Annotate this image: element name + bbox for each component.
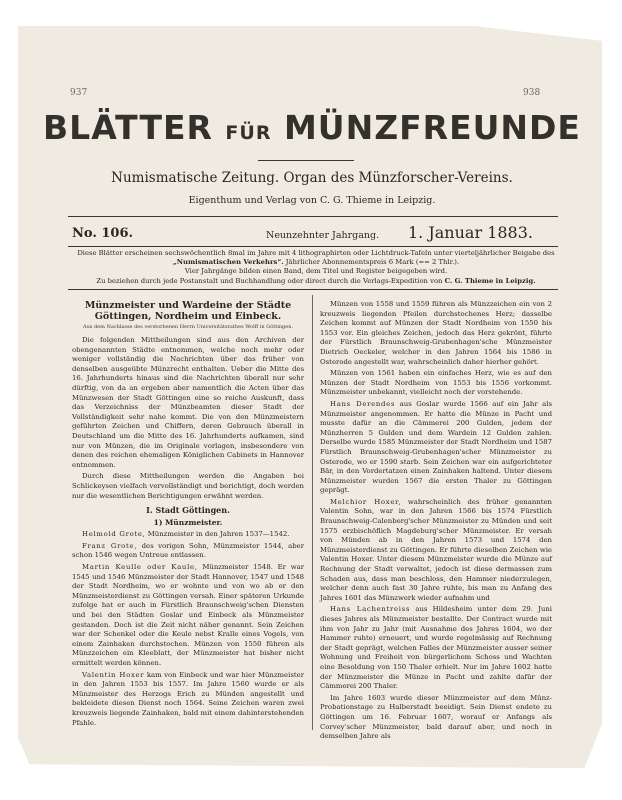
column-divider: [312, 295, 313, 730]
entry-name: Melchior Hoxer,: [330, 497, 402, 506]
subtitle: Numismatische Zeitung. Organ des Münzforscher-Vereins.: [111, 170, 513, 186]
article-title: Münzmeister und Wardeine der Städte Göttingen, Nordheim und Einbeck.: [84, 300, 292, 322]
notice-text: Jährlicher Abonnementspreis 6 Mark (== 2 Thlr.).: [283, 258, 460, 267]
masthead-part-2: FÜR: [225, 122, 272, 144]
page-number-left: 937: [70, 88, 88, 98]
masthead-title: [40, 108, 584, 147]
entry-text: aus Goslar wurde 1566 auf ein Jahr als Münzmeister angenommen. Er hatte die Münze in Pacht und musste dafür an die Cämmerei 200 Gulden, jedem der Münzherren 5 Gulden und dem Wardein 12 Gulden zahlen. Derselbe wurde 1585 Münzmeister der Stadt Nordheim und 1587 Fürstlich Braunschweig-Grubenhagen'scher Münzmeister zu Osterode, wo er 1590 starb. Sein Zeichen war ein aufgerichteter Bär, in den Vordertatzen einen Zainhaken haltend. Unter diesem Münzmeister wurden 1567 die ersten Thaler zu Göttingen geprägt.: [320, 399, 552, 495]
entry-paragraph: [320, 400, 552, 496]
entry-text: Münzen von 1558 und 1559 führen als Münzzeichen ein von 2 kreuzweis liegenden Pfeilen durchstochenes Herz; dasselbe Zeichen kommt auf Münzen der Stadt Nordheim von 1550 bis 1553 vor. Ein gleiches Zeichen, jedoch das Herz gekrönt, führte der Fürstlich Braunschweig-Grubenhagen'sche Münzmeister Dietrich Oeckeler, welcher in den Jahren 1564 bis 1586 in Osterode angestellt war, wahrscheinlich daher hierher gehört.: [320, 300, 552, 366]
notice-line: [66, 258, 566, 267]
notice-text-bold: „Numismatischen Verkehrs“.: [172, 258, 284, 267]
masthead-part-3: MÜNZFREUNDE: [271, 108, 581, 147]
entry-text: des vorigen Sohn, Münzmeister 1544, aber schon 1546 wegen Untreue entlassen.: [72, 541, 304, 560]
entry-paragraph: [320, 498, 552, 604]
entry-paragraph: [320, 300, 552, 367]
notice-text: Vier Jahrgänge bilden einen Band, dem Titel und Register beigegeben wird.: [184, 267, 448, 276]
article-source: Aus dem Nachlasse des verstorbenen Herrn Universitätsrathes Wolff in Göttingen.: [82, 324, 294, 330]
right-column: [320, 300, 552, 744]
article-paragraph: Die folgenden Mittheilungen sind aus den Archiven der obengenannten Städte entnommen, welche noch mehr oder weniger vollständig die Nachrichten über das früher von denselben ausgeübte Münzrecht enthalten. Ueber die Mitte des 16. Jahrhunderts hinaus sind die Nachrichten überall nur sehr dürftig, von da an ergeben aber namentlich die Acten über das Münzwesen der Stadt Göttingen eine so reiche Auskunft, dass das Verzeichniss der Münzbeamten dieser Stadt der Vollständigkeit sehr nahe kommt. Die von den Münzmeistern geführten Zeichen und Chiffern, deren Gebrauch überall in Deutschland um die Mitte des 16. Jahrhunderts aufkamen, sind nur von Münzen, die im Originale vorlagen, insbesondere von denen des reichen ehemaligen Königlichen Cabinets in Hannover entnommen.: [72, 336, 304, 469]
issue-date: 1. Januar 1883.: [408, 223, 533, 242]
entry-paragraph: [72, 530, 304, 540]
section-heading: I. Stadt Göttingen.: [146, 505, 230, 516]
entry-name: Franz Grote,: [82, 541, 138, 550]
publisher-line: Eigenthum und Verlag von C. G. Thieme in Leipzig.: [188, 195, 436, 206]
entry-paragraph: [72, 671, 304, 729]
page-number-right: 938: [523, 88, 541, 98]
entry-paragraph: [320, 694, 552, 742]
header-rule-middle: [68, 246, 558, 247]
entry-name: Hans Derendes: [330, 399, 396, 408]
issue-volume: Neunzehnter Jahrgang.: [266, 230, 380, 241]
notice-line: [66, 249, 566, 258]
entry-paragraph: [320, 369, 552, 398]
article-paragraph: Durch diese Mittheilungen werden die Angaben bei Schlickeysen vielfach vervollständigt und berichtigt, doch werden nur die wesentlichen Berichtigungen erwähnt werden.: [72, 472, 304, 500]
entry-name: Hans Lachentreiss: [330, 605, 411, 614]
header-rule-top: [68, 216, 558, 217]
entry-text: aus Hildesheim unter dem 29. Juni dieses Jahres als Münzmeister bestallte. Der Contract wurde mit ihm von Jahr zu Jahr (mit Ausnahme des Jahres 1604, wo der Hammer ruhte) erneuert, und wurde regelmässig auf Rechnung der Stadt geprägt, welchen Falles der Münzmeister ausser seiner Wohnung und Freiheit von bürgerlichem Schoss und Wachten eine Besoldung von 150 Thaler erhielt. Nur im Jahre 1602 hatte der Münzmeister die Münze in Pacht und zahlte dafür der Cämmerei 200 Thaler.: [320, 605, 552, 691]
entry-text: Münzmeister 1548. Er war 1545 und 1546 Münzmeister der Stadt Hannover, 1547 und 1548 der Stadt Nordheim, wo er wohnte und von wo ab er den Münzmeisterdienst zu Göttingen versah. Einer späteren Urkunde zufolge hat er auch in Fürstlich Braunschweig'schen Diensten und bei den Städten Goslar und Einbeck als Münzmeister gestanden. Doch ist die Zeit nicht näher genannt. Sein Zeichen war der Schenkel oder die Keule nebst Kralle eines Vogels, von einem Zainhaken durchstochen. Münzen von 1550 führen als Münzzeichen ein Kleeblatt, der Münzmeister hat bisher nicht ermittelt werden können.: [72, 563, 304, 667]
entry-text: Münzen von 1561 haben ein einfaches Herz, wie es auf den Münzen der Stadt Nordheim von 1553 bis 1556 vorkommt. Münzmeister unbekannt, vielleicht noch der vorstehende.: [320, 369, 552, 397]
entry-name: Valentin Hoxer: [82, 670, 145, 679]
entry-name: Helmold Grote,: [82, 530, 146, 539]
notice-text: Diese Blätter erscheinen sechswöchentlich 8mal im Jahre mit 4 lithographirten oder Lichtdruck-Tafeln unter vierteljährlicher Beigabe des: [77, 249, 555, 257]
entry-paragraph: [72, 563, 304, 669]
left-column: [72, 300, 304, 730]
entry-text: Im Jahre 1603 wurde dieser Münzmeister auf dem Münz-Probationstage zu Halberstadt beeidigt. Sein Dienst endete zu Göttingen um 16. Februar 1607, worauf er Anfangs als Corvey'scher Münzmeister, bald darauf aber, und noch in demselben Jahre als: [320, 693, 552, 741]
masthead-part-1: BLÄTTER: [43, 108, 226, 147]
entry-text: Münzmeister in den Jahren 1537—1542.: [145, 530, 290, 539]
entry-text: wahrscheinlich des früher genannten Valentin Sohn, war in den Jahren 1566 bis 1574 Fürstlich Braunschweig-Calenberg'scher Münzmeister zu Münden und seit 1575 erzbischöflich Magdeburg'scher Münzmeister. Er versah von Münden ab in den Jahren 1573 und 1574 den Münzmeisterdienst zu Göttingen. Er führte dieselben Zeichen wie Valentin Hoxer. Unter diesem Münzmeister wurde die Münze auf Rechnung der Stadt verwaltet, jedoch ist diese dermassen zum Schaden aus, dass man beschloss, den Hammer niederzulegen, welcher denn auch fast 30 Jahre ruhte, bis man zu Anfang des Jahres 1601 das Münzwerk wieder aufnahm und: [320, 497, 552, 602]
notice-text-bold: C. G. Thieme in Leipzig.: [444, 276, 536, 285]
notice-text: Zu beziehen durch jede Postanstalt und Buchhandlung oder direct durch die Verlags-Expedition von: [96, 276, 445, 285]
subscription-notice: [66, 249, 566, 286]
issue-number: No. 106.: [72, 226, 134, 241]
masthead-divider: [258, 160, 354, 161]
entry-paragraph: [72, 542, 304, 561]
subsection-heading: 1) Münzmeister.: [153, 517, 223, 527]
entry-paragraph: [320, 605, 552, 691]
header-rule-bottom: [68, 289, 558, 290]
entry-text: kam von Einbeck und war hier Münzmeister in den Jahren 1553 bis 1557. Im Jahre 1560 wurde er als Münzmeister des Herzogs Erich zu Münden angestellt und bekleidete diesen Dienst noch 1564. Seine Zeichen waren zwei kreuzweis liegende Zainhaken, bald mit einem dahinterstehenden Pfahle.: [72, 670, 304, 727]
notice-line: [66, 267, 566, 276]
notice-line: [66, 277, 566, 286]
entry-name: Martin Keulle oder Kaule,: [82, 563, 198, 572]
